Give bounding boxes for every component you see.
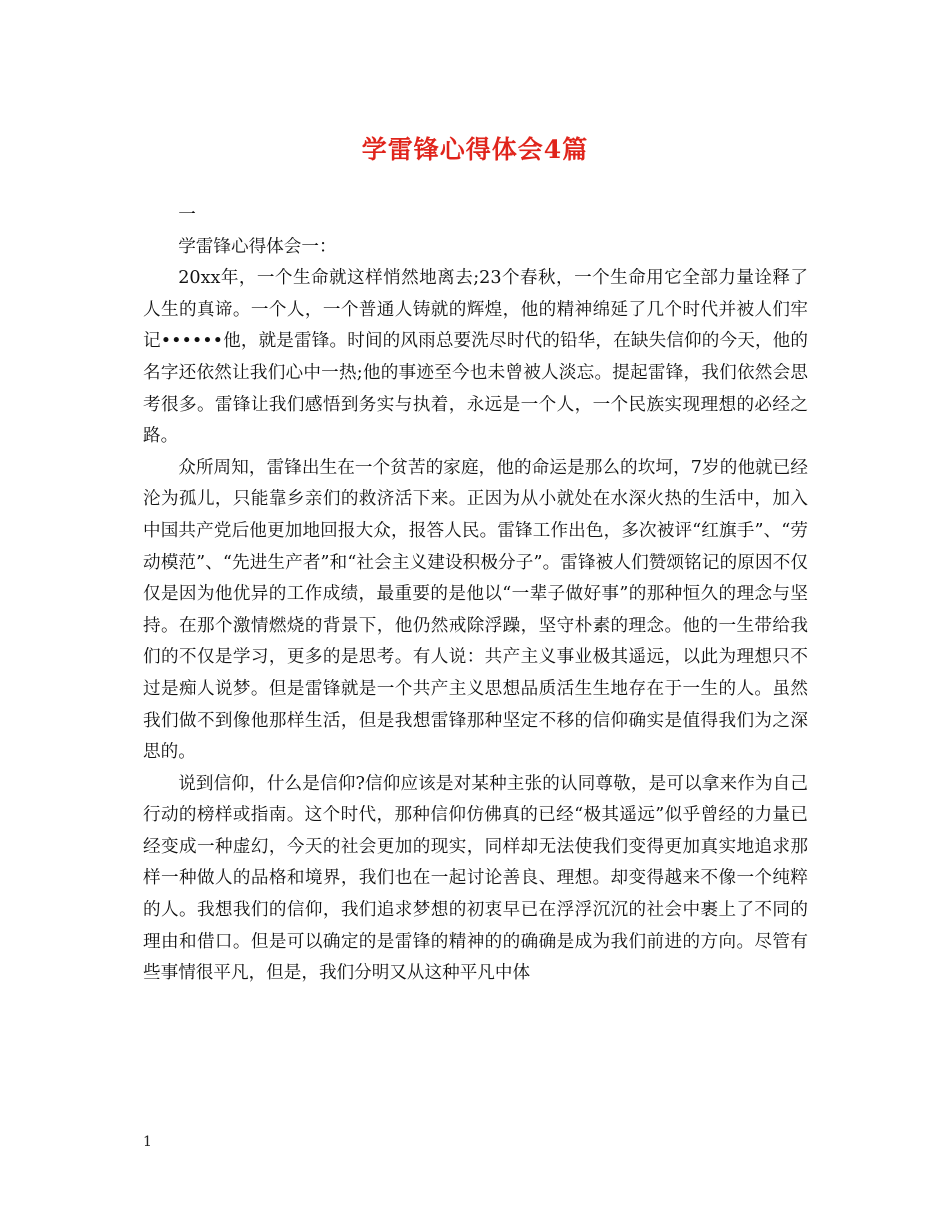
page-number: 1 [143, 1134, 152, 1150]
section-marker: 一 [178, 205, 196, 225]
document-title: 学雷锋心得体会4篇 [361, 135, 589, 164]
document-body [143, 200, 808, 990]
body-paragraph: 众所周知，雷锋出生在一个贫苦的家庭，他的命运是那么的坎坷，7岁的他就已经沦为孤儿，只能靠乡亲们的救济活下来。正因为从小就处在水深火热的生活中，加入中国共产党后他更加地回报大众，报答人民。雷锋工作出色，多次被评“红旗手”、“劳动模范”、“先进生产者”和“社会主义建设积极分子”。雷锋被人们赞颂铭记的原因不仅仅是因为他优异的工作成绩，最重要的是他以“一辈子做好事”的那种恒久的理念与坚持。在那个激情燃烧的背景下，他仍然戒除浮躁，坚守朴素的理念。他的一生带给我们的不仅是学习，更多的是思考。有人说：共产主义事业极其遥远，以此为理想只不过是痴人说梦。但是雷锋就是一个共产主义思想品质活生生地存在于一生的人。虽然我们做不到像他那样生活，但是我想雷锋那种坚定不移的信仰确实是值得我们为之深思的。 [143, 457, 808, 763]
section-heading: 学雷锋心得体会一： [178, 236, 337, 257]
body-paragraph: 说到信仰，什么是信仰?信仰应该是对某种主张的认同尊敬，是可以拿来作为自己行动的榜样或指南。这个时代，那种信仰仿佛真的已经“极其遥远”似乎曾经的力量已经变成一种虚幻，今天的社会更加的现实，同样却无法使我们变得更加真实地追求那样一种做人的品格和境界，我们也在一起讨论善良、理想。却变得越来不像一个纯粹的人。我想我们的信仰，我们追求梦想的初衷早已在浮浮沉沉的社会中裹上了不同的理由和借口。但是可以确定的是雷锋的精神的的确确是成为我们前进的方向。尽管有些事情很平凡，但是，我们分明又从这种平凡中体 [143, 773, 808, 984]
body-paragraph: 20xx年，一个生命就这样悄然地离去;23个春秋，一个生命用它全部力量诠释了人生的真谛。一个人，一个普通人铸就的辉煌，他的精神绵延了几个时代并被人们牢记••••••他，就是雷锋。时间的风雨总要洗尽时代的铅华，在缺失信仰的今天，他的名字还依然让我们心中一热;他的事迹至今也未曾被人淡忘。提起雷锋，我们依然会思考很多。雷锋让我们感悟到务实与执着，永远是一个人，一个民族实现理想的必经之路。 [143, 268, 808, 447]
